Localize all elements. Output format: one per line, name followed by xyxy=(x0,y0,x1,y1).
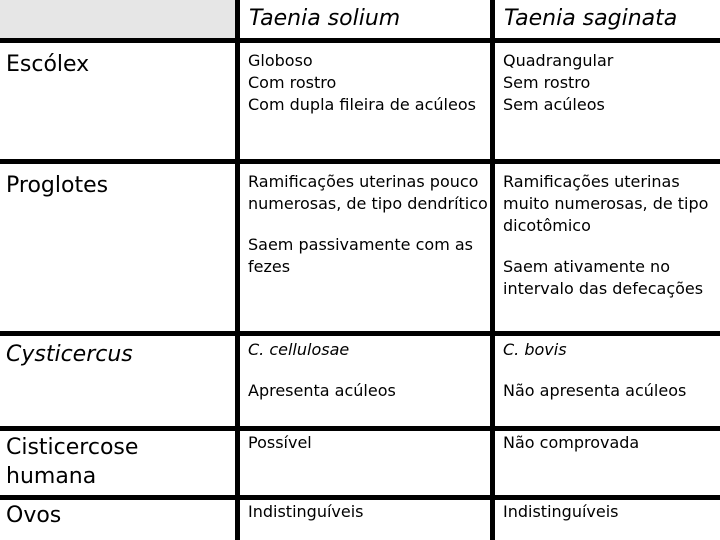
saginata-cell xyxy=(495,336,720,426)
table-row-cisticercose-humana xyxy=(0,431,720,495)
cell-line: Não apresenta acúleos xyxy=(503,381,687,400)
cell-paragraph: Ramificações uterinas muito numerosas, de tipo dicotômico xyxy=(503,172,709,235)
header-row xyxy=(0,0,720,38)
header-empty-cell xyxy=(0,0,235,38)
solium-cell xyxy=(240,431,490,495)
row-label-cell xyxy=(0,336,235,426)
table-row-ovos xyxy=(0,500,720,540)
table-row-proglotes xyxy=(0,164,720,331)
row-label: Ovos xyxy=(6,503,62,528)
cell-line: Indistinguíveis xyxy=(248,502,364,521)
cell-line: Quadrangular xyxy=(503,51,614,70)
row-label: Cisticercose humana xyxy=(6,435,139,489)
cell-line: C. cellulosae xyxy=(248,340,350,359)
saginata-cell xyxy=(495,164,720,331)
header-taenia-solium: Taenia solium xyxy=(240,0,490,38)
cell-line: Possível xyxy=(248,433,312,452)
solium-cell xyxy=(240,43,490,159)
row-label-cell xyxy=(0,431,235,495)
saginata-cell xyxy=(495,43,720,159)
row-label: Escólex xyxy=(6,52,90,77)
cell-line: Globoso xyxy=(248,51,313,70)
cell-line: Não comprovada xyxy=(503,433,640,452)
solium-cell xyxy=(240,500,490,540)
row-label: Cysticercus xyxy=(6,342,133,367)
solium-cell xyxy=(240,336,490,426)
row-label-cell xyxy=(0,500,235,540)
table-row-escolex xyxy=(0,43,720,159)
cell-line: Apresenta acúleos xyxy=(248,381,396,400)
cell-line: C. bovis xyxy=(503,340,567,359)
cell-line: Sem rostro xyxy=(503,73,591,92)
cell-line: Com rostro xyxy=(248,73,337,92)
cell-paragraph: Ramificações uterinas pouco numerosas, de tipo dendrítico xyxy=(248,172,488,213)
row-label-cell xyxy=(0,43,235,159)
row-label: Proglotes xyxy=(6,173,109,198)
cell-paragraph: Saem ativamente no intervalo das defecações xyxy=(503,257,704,298)
solium-cell xyxy=(240,164,490,331)
cell-line: Indistinguíveis xyxy=(503,502,619,521)
cell-line: Sem acúleos xyxy=(503,95,605,114)
saginata-cell xyxy=(495,431,720,495)
cell-paragraph: Saem passivamente com as fezes xyxy=(248,235,473,276)
saginata-cell xyxy=(495,500,720,540)
table-row-cysticercus xyxy=(0,336,720,426)
row-label-cell xyxy=(0,164,235,331)
header-taenia-saginata: Taenia saginata xyxy=(495,0,720,38)
cell-line: Com dupla fileira de acúleos xyxy=(248,95,476,114)
